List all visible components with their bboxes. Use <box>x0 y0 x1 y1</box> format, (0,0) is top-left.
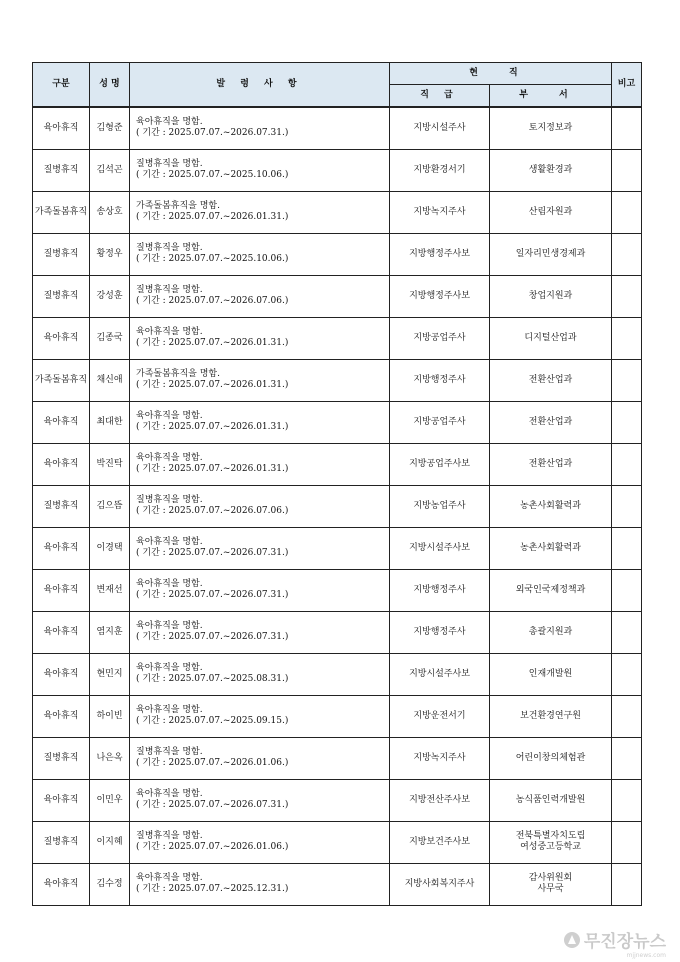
cell-content <box>130 653 390 695</box>
order-period: ( 기간 : 2025.07.07.~2026.01.31.) <box>136 464 289 474</box>
cell-content <box>130 779 390 821</box>
cell-category: 질병휴직 <box>33 737 90 779</box>
cell-department <box>490 737 612 779</box>
cell-department <box>490 359 612 401</box>
cell-grade: 지방시설주사보 <box>390 527 490 569</box>
cell-content <box>130 863 390 905</box>
cell-grade: 지방공업주사 <box>390 317 490 359</box>
cell-category: 질병휴직 <box>33 233 90 275</box>
table-row <box>33 485 642 527</box>
order-period: ( 기간 : 2025.07.07.~2025.10.06.) <box>136 254 289 264</box>
cell-remarks <box>612 821 642 863</box>
cell-department <box>490 863 612 905</box>
table-row <box>33 317 642 359</box>
cell-remarks <box>612 737 642 779</box>
cell-content <box>130 527 390 569</box>
cell-content <box>130 611 390 653</box>
header-grade: 직 급 <box>390 85 490 108</box>
cell-name: 김으뜸 <box>90 485 130 527</box>
cell-grade: 지방공업주사보 <box>390 443 490 485</box>
order-text: 가족돌봄휴직을 명함. <box>136 369 220 379</box>
cell-grade: 지방농업주사 <box>390 485 490 527</box>
cell-name: 채신애 <box>90 359 130 401</box>
department-line: 감사위원회 <box>528 873 573 883</box>
cell-remarks <box>612 863 642 905</box>
cell-grade: 지방전산주사보 <box>390 779 490 821</box>
order-text: 질병휴직을 명함. <box>136 831 203 841</box>
news-watermark <box>564 927 666 959</box>
cell-category: 육아휴직 <box>33 653 90 695</box>
department-line: 전환산업과 <box>528 458 573 469</box>
cell-department <box>490 443 612 485</box>
order-period: ( 기간 : 2025.07.07.~2026.01.31.) <box>136 422 289 432</box>
department-line: 인재개발원 <box>528 668 573 679</box>
cell-name: 김종국 <box>90 317 130 359</box>
cell-category: 육아휴직 <box>33 107 90 149</box>
cell-category: 육아휴직 <box>33 569 90 611</box>
cell-grade: 지방행정주사보 <box>390 233 490 275</box>
table-row <box>33 695 642 737</box>
cell-remarks <box>612 611 642 653</box>
cell-content <box>130 107 390 149</box>
order-period: ( 기간 : 2025.07.07.~2026.07.06.) <box>136 506 289 516</box>
table-row <box>33 779 642 821</box>
order-period: ( 기간 : 2025.07.07.~2026.07.31.) <box>136 800 289 810</box>
table-row <box>33 149 642 191</box>
order-text: 육아휴직을 명함. <box>136 537 203 547</box>
department-line: 전북특별자치도립 <box>515 831 586 841</box>
department-line: 농식품인력개발원 <box>515 794 586 805</box>
order-text: 육아휴직을 명함. <box>136 663 203 673</box>
cell-category: 육아휴직 <box>33 527 90 569</box>
order-period: ( 기간 : 2025.07.07.~2026.07.31.) <box>136 128 289 139</box>
order-text: 가족돌봄휴직을 명함. <box>136 201 220 211</box>
order-period: ( 기간 : 2025.07.07.~2026.01.31.) <box>136 380 289 390</box>
order-period: ( 기간 : 2025.07.07.~2026.07.31.) <box>136 632 289 642</box>
table-row <box>33 569 642 611</box>
cell-content <box>130 191 390 233</box>
order-text: 육아휴직을 명함. <box>136 453 203 463</box>
table-row <box>33 653 642 695</box>
cell-remarks <box>612 359 642 401</box>
cell-remarks <box>612 569 642 611</box>
cell-grade: 지방시설주사 <box>390 107 490 149</box>
table-row <box>33 737 642 779</box>
order-period: ( 기간 : 2025.07.07.~2025.09.15.) <box>136 716 289 726</box>
cell-department <box>490 149 612 191</box>
cell-content <box>130 233 390 275</box>
cell-category: 육아휴직 <box>33 863 90 905</box>
watermark-subtext: mjjnews.com <box>626 952 666 959</box>
order-text: 육아휴직을 명함. <box>136 411 203 421</box>
cell-department <box>490 191 612 233</box>
cell-name: 이지혜 <box>90 821 130 863</box>
cell-department <box>490 695 612 737</box>
cell-content <box>130 359 390 401</box>
order-period: ( 기간 : 2025.07.07.~2026.07.06.) <box>136 296 289 306</box>
cell-remarks <box>612 527 642 569</box>
cell-department <box>490 779 612 821</box>
order-period: ( 기간 : 2025.07.07.~2025.10.06.) <box>136 170 289 180</box>
cell-remarks <box>612 317 642 359</box>
cell-category: 육아휴직 <box>33 401 90 443</box>
department-line: 전환산업과 <box>528 374 573 385</box>
order-period: ( 기간 : 2025.07.07.~2026.01.31.) <box>136 212 289 222</box>
cell-content <box>130 317 390 359</box>
cell-name: 변재선 <box>90 569 130 611</box>
header-category: 구분 <box>33 63 90 108</box>
order-period: ( 기간 : 2025.07.07.~2025.12.31.) <box>136 884 289 894</box>
cell-name: 이민우 <box>90 779 130 821</box>
cell-remarks <box>612 485 642 527</box>
department-line: 어린이창의체험관 <box>515 752 586 763</box>
department-line: 산림자원과 <box>528 206 573 217</box>
order-period: ( 기간 : 2025.07.07.~2025.08.31.) <box>136 674 289 684</box>
cell-grade: 지방행정주사 <box>390 359 490 401</box>
order-text: 육아휴직을 명함. <box>136 621 203 631</box>
cell-content <box>130 821 390 863</box>
cell-name: 김석곤 <box>90 149 130 191</box>
cell-name: 이경택 <box>90 527 130 569</box>
department-line: 디지털산업과 <box>524 332 577 343</box>
table-row <box>33 275 642 317</box>
cell-department <box>490 275 612 317</box>
cell-remarks <box>612 191 642 233</box>
cell-remarks <box>612 233 642 275</box>
cell-department <box>490 821 612 863</box>
cell-grade: 지방녹지주사 <box>390 737 490 779</box>
cell-grade: 지방시설주사보 <box>390 653 490 695</box>
table-row <box>33 821 642 863</box>
department-line: 농촌사회활력과 <box>520 500 581 511</box>
department-line: 총괄지원과 <box>528 626 573 637</box>
personnel-order-table <box>32 62 642 906</box>
cell-department <box>490 107 612 149</box>
cell-content <box>130 737 390 779</box>
cell-department <box>490 527 612 569</box>
cell-category: 육아휴직 <box>33 317 90 359</box>
cell-department <box>490 233 612 275</box>
cell-grade: 지방공업주사 <box>390 401 490 443</box>
table-header <box>33 63 642 108</box>
order-text: 질병휴직을 명함. <box>136 243 203 253</box>
cell-category: 육아휴직 <box>33 695 90 737</box>
header-remarks: 비고 <box>612 63 642 108</box>
cell-category: 질병휴직 <box>33 821 90 863</box>
department-line: 일자리민생경제과 <box>515 248 586 259</box>
header-name: 성 명 <box>90 63 130 108</box>
cell-name: 최대한 <box>90 401 130 443</box>
cell-remarks <box>612 695 642 737</box>
cell-name: 김형준 <box>90 107 130 149</box>
cell-category: 질병휴직 <box>33 485 90 527</box>
cell-grade: 지방사회복지주사 <box>390 863 490 905</box>
cell-remarks <box>612 149 642 191</box>
cell-department <box>490 317 612 359</box>
table-row <box>33 443 642 485</box>
department-line: 생활환경과 <box>528 164 573 175</box>
cell-category: 가족돌봄휴직 <box>33 191 90 233</box>
cell-content <box>130 401 390 443</box>
table-row <box>33 401 642 443</box>
cell-content <box>130 695 390 737</box>
cell-remarks <box>612 107 642 149</box>
order-text: 육아휴직을 명함. <box>136 705 203 715</box>
table-row <box>33 233 642 275</box>
order-text: 질병휴직을 명함. <box>136 285 203 295</box>
order-text: 육아휴직을 명함. <box>136 117 203 128</box>
table-row <box>33 527 642 569</box>
order-text: 질병휴직을 명함. <box>136 495 203 505</box>
cell-department <box>490 569 612 611</box>
cell-content <box>130 485 390 527</box>
cell-category: 질병휴직 <box>33 275 90 317</box>
cell-content <box>130 275 390 317</box>
department-line: 토지정보과 <box>528 122 573 133</box>
order-text: 육아휴직을 명함. <box>136 789 203 799</box>
cell-grade: 지방녹지주사 <box>390 191 490 233</box>
cell-content <box>130 149 390 191</box>
header-current-position: 현 직 <box>390 63 612 85</box>
cell-name: 강성훈 <box>90 275 130 317</box>
cell-name: 송상호 <box>90 191 130 233</box>
cell-category: 육아휴직 <box>33 779 90 821</box>
table-row <box>33 191 642 233</box>
department-line: 전환산업과 <box>528 416 573 427</box>
header-content: 발 령 사 항 <box>130 63 390 108</box>
cell-name: 하이빈 <box>90 695 130 737</box>
cell-grade: 지방행정주사 <box>390 611 490 653</box>
order-period: ( 기간 : 2025.07.07.~2026.01.06.) <box>136 842 289 852</box>
table-row <box>33 359 642 401</box>
cell-name: 박진탁 <box>90 443 130 485</box>
cell-remarks <box>612 653 642 695</box>
department-line: 농촌사회활력과 <box>520 542 581 553</box>
cell-department <box>490 401 612 443</box>
cell-category: 질병휴직 <box>33 149 90 191</box>
order-period: ( 기간 : 2025.07.07.~2026.01.31.) <box>136 338 289 348</box>
cell-grade: 지방환경서기 <box>390 149 490 191</box>
table-row <box>33 863 642 905</box>
watermark-text: 무진장뉴스 <box>583 932 666 952</box>
cell-grade: 지방운전서기 <box>390 695 490 737</box>
table-row <box>33 107 642 149</box>
cell-category: 육아휴직 <box>33 443 90 485</box>
cell-grade: 지방행정주사 <box>390 569 490 611</box>
department-line: 창업지원과 <box>528 290 573 301</box>
table-body <box>33 107 642 905</box>
department-line: 외국인국제정책과 <box>515 584 586 595</box>
header-department: 부 서 <box>490 85 612 108</box>
cell-remarks <box>612 443 642 485</box>
cell-name: 염지훈 <box>90 611 130 653</box>
table-row <box>33 611 642 653</box>
cell-remarks <box>612 275 642 317</box>
order-text: 육아휴직을 명함. <box>136 579 203 589</box>
order-text: 육아휴직을 명함. <box>136 327 203 337</box>
cell-name: 황정우 <box>90 233 130 275</box>
news-logo-icon <box>564 932 580 948</box>
order-text: 질병휴직을 명함. <box>136 159 203 169</box>
cell-grade: 지방보건주사보 <box>390 821 490 863</box>
cell-grade: 지방행정주사보 <box>390 275 490 317</box>
order-text: 질병휴직을 명함. <box>136 747 203 757</box>
cell-remarks <box>612 401 642 443</box>
cell-content <box>130 443 390 485</box>
cell-department <box>490 485 612 527</box>
department-line: 사무국 <box>537 884 564 894</box>
order-text: 육아휴직을 명함. <box>136 873 203 883</box>
department-line: 여성중고등학교 <box>520 842 581 852</box>
cell-category: 육아휴직 <box>33 611 90 653</box>
cell-category: 가족돌봄휴직 <box>33 359 90 401</box>
cell-remarks <box>612 779 642 821</box>
cell-department <box>490 611 612 653</box>
order-period: ( 기간 : 2025.07.07.~2026.07.31.) <box>136 590 289 600</box>
order-period: ( 기간 : 2025.07.07.~2026.01.06.) <box>136 758 289 768</box>
cell-name: 나은옥 <box>90 737 130 779</box>
order-period: ( 기간 : 2025.07.07.~2026.07.31.) <box>136 548 289 558</box>
department-line: 보건환경연구원 <box>520 710 581 721</box>
cell-content <box>130 569 390 611</box>
cell-name: 김수정 <box>90 863 130 905</box>
cell-name: 현민지 <box>90 653 130 695</box>
cell-department <box>490 653 612 695</box>
